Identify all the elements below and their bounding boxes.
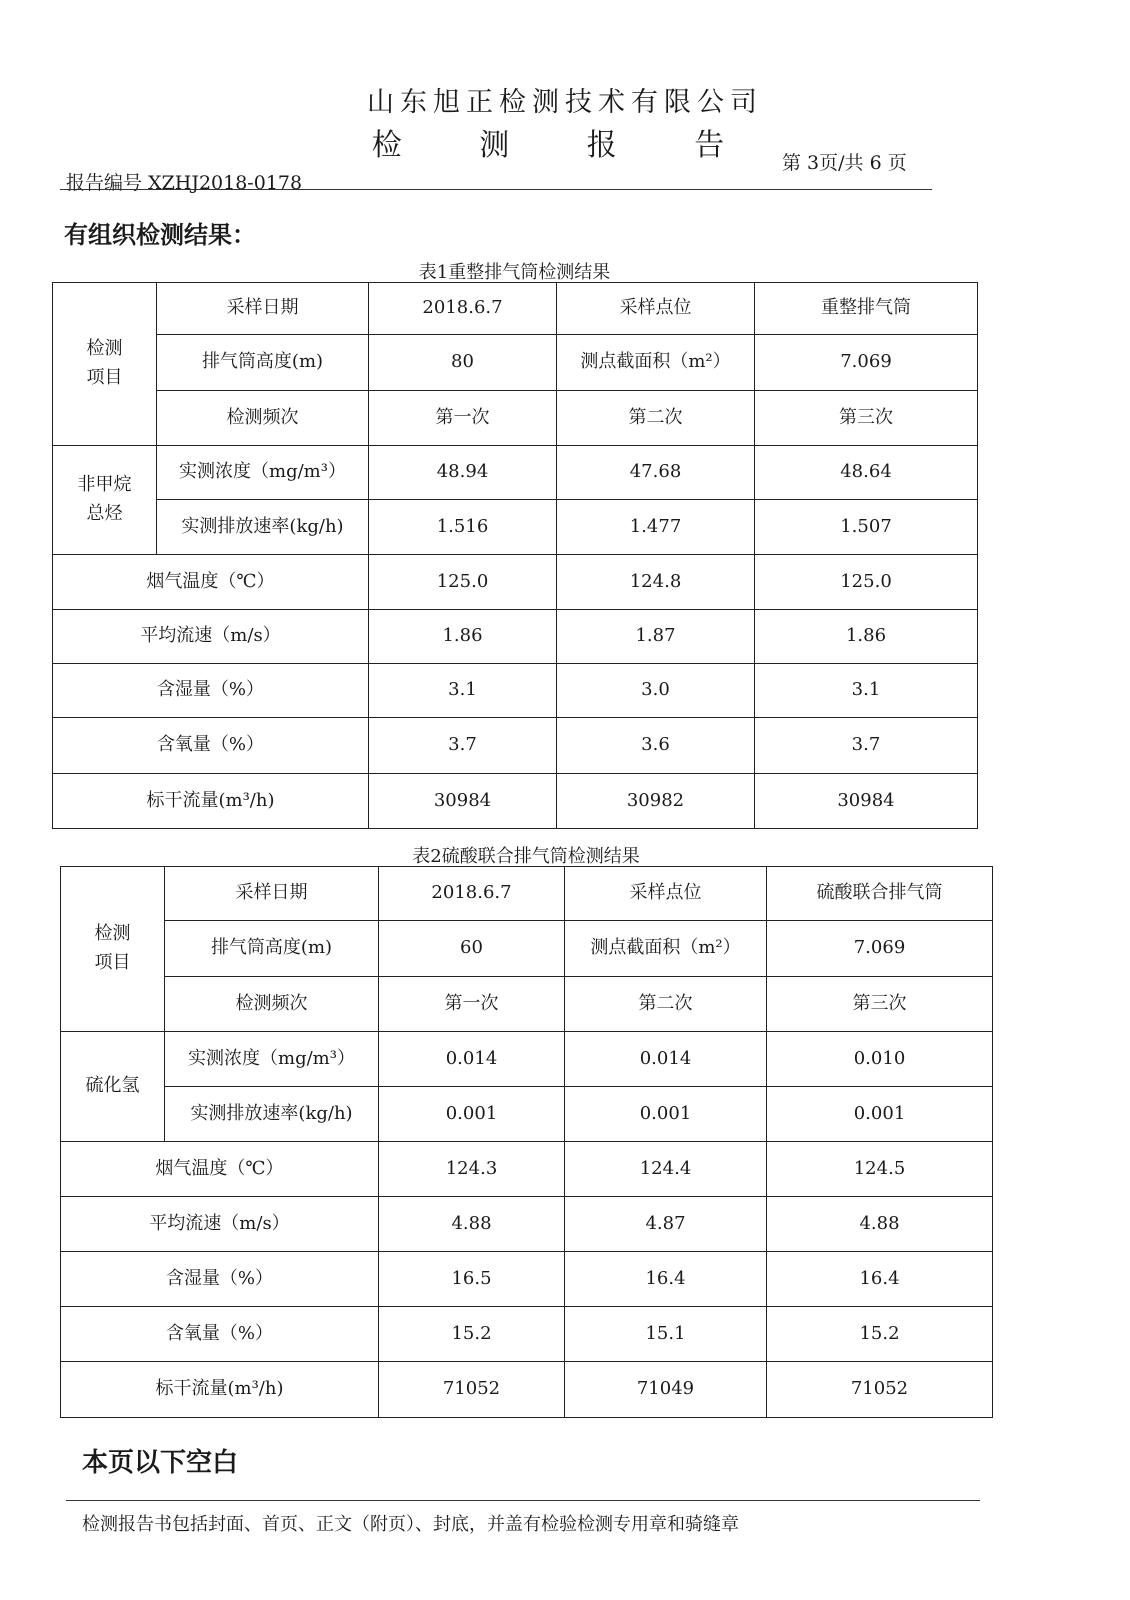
emission-rate-value: 0.001 <box>767 1087 993 1142</box>
param-label: 含湿量（%） <box>53 664 369 718</box>
param-value: 3.1 <box>755 664 978 718</box>
param-value: 16.5 <box>379 1252 565 1307</box>
sampling-date-label: 采样日期 <box>157 283 369 335</box>
concentration-value: 0.010 <box>767 1032 993 1087</box>
run-3: 第三次 <box>755 391 978 446</box>
stack-height-value: 60 <box>379 921 565 977</box>
company-name: 山东旭正检测技术有限公司 <box>367 87 763 118</box>
param-label: 烟气温度（℃） <box>53 555 369 610</box>
sampling-point-value: 重整排气筒 <box>755 283 978 335</box>
emission-rate-value: 1.516 <box>369 500 557 555</box>
param-label: 含氧量（%） <box>61 1307 379 1362</box>
param-label: 平均流速（m/s） <box>53 610 369 664</box>
table-row <box>53 283 978 335</box>
pollutant-name: 硫化氢 <box>61 1032 165 1142</box>
section-area-value: 7.069 <box>767 921 993 977</box>
table-row <box>61 1197 993 1252</box>
table-row <box>53 446 978 500</box>
param-label: 平均流速（m/s） <box>61 1197 379 1252</box>
table-row <box>53 718 978 774</box>
param-value: 124.3 <box>379 1142 565 1197</box>
frequency-label: 检测频次 <box>165 977 379 1032</box>
param-value: 1.86 <box>755 610 978 664</box>
run-3: 第三次 <box>767 977 993 1032</box>
param-value: 71052 <box>767 1362 993 1418</box>
footer-divider <box>66 1500 980 1501</box>
param-value: 30984 <box>369 774 557 829</box>
emission-rate-value: 1.507 <box>755 500 978 555</box>
frequency-label: 检测频次 <box>157 391 369 446</box>
param-value: 124.4 <box>565 1142 767 1197</box>
run-2: 第二次 <box>565 977 767 1032</box>
run-2: 第二次 <box>557 391 755 446</box>
sampling-date-label: 采样日期 <box>165 867 379 921</box>
table-row <box>61 1032 993 1087</box>
param-value: 15.1 <box>565 1307 767 1362</box>
param-value: 30982 <box>557 774 755 829</box>
sampling-point-label: 采样点位 <box>557 283 755 335</box>
param-value: 1.87 <box>557 610 755 664</box>
emission-rate-value: 0.001 <box>565 1087 767 1142</box>
table2-caption: 表2硫酸联合排气筒检测结果 <box>412 846 640 867</box>
table-row <box>61 921 993 977</box>
sampling-point-value: 硫酸联合排气筒 <box>767 867 993 921</box>
param-value: 16.4 <box>767 1252 993 1307</box>
param-value: 3.7 <box>755 718 978 774</box>
stack-height-value: 80 <box>369 335 557 391</box>
param-label: 标干流量(m³/h) <box>53 774 369 829</box>
concentration-value: 0.014 <box>379 1032 565 1087</box>
param-label: 烟气温度（℃） <box>61 1142 379 1197</box>
section-area-value: 7.069 <box>755 335 978 391</box>
sampling-point-label: 采样点位 <box>565 867 767 921</box>
blank-below-notice: 本页以下空白 <box>82 1448 239 1478</box>
table1-results <box>52 282 978 829</box>
param-value: 15.2 <box>767 1307 993 1362</box>
table-row <box>53 610 978 664</box>
param-value: 3.0 <box>557 664 755 718</box>
param-label: 标干流量(m³/h) <box>61 1362 379 1418</box>
section-area-label: 测点截面积（m²） <box>557 335 755 391</box>
table-row <box>53 335 978 391</box>
param-value: 16.4 <box>565 1252 767 1307</box>
concentration-label: 实测浓度（mg/m³） <box>165 1032 379 1087</box>
param-value: 3.6 <box>557 718 755 774</box>
table-row <box>61 1362 993 1418</box>
param-value: 1.86 <box>369 610 557 664</box>
run-1: 第一次 <box>369 391 557 446</box>
group-inspection-items: 检测 项目 <box>61 867 165 1032</box>
param-value: 124.5 <box>767 1142 993 1197</box>
param-value: 125.0 <box>755 555 978 610</box>
run-1: 第一次 <box>379 977 565 1032</box>
concentration-value: 48.64 <box>755 446 978 500</box>
report-number: 报告编号 XZHJ2018-0178 <box>66 172 303 194</box>
stack-height-label: 排气筒高度(m) <box>165 921 379 977</box>
table-row <box>61 1252 993 1307</box>
table-row <box>53 664 978 718</box>
param-value: 4.87 <box>565 1197 767 1252</box>
param-value: 125.0 <box>369 555 557 610</box>
pollutant-name: 非甲烷 总烃 <box>53 446 157 555</box>
concentration-label: 实测浓度（mg/m³） <box>157 446 369 500</box>
param-value: 71049 <box>565 1362 767 1418</box>
table-row <box>53 391 978 446</box>
section-title: 有组织检测结果： <box>64 220 256 249</box>
emission-rate-value: 1.477 <box>557 500 755 555</box>
table-row <box>53 500 978 555</box>
table1-caption: 表1重整排气筒检测结果 <box>418 262 611 283</box>
param-value: 4.88 <box>767 1197 993 1252</box>
concentration-value: 48.94 <box>369 446 557 500</box>
table-row <box>61 977 993 1032</box>
param-value: 71052 <box>379 1362 565 1418</box>
table-row <box>61 1087 993 1142</box>
emission-rate-label: 实测排放速率(kg/h) <box>157 500 369 555</box>
table-row <box>61 867 993 921</box>
param-value: 4.88 <box>379 1197 565 1252</box>
table-row <box>61 1307 993 1362</box>
group-inspection-items: 检测 项目 <box>53 283 157 446</box>
param-value: 3.1 <box>369 664 557 718</box>
param-value: 30984 <box>755 774 978 829</box>
sampling-date-value: 2018.6.7 <box>369 283 557 335</box>
sampling-date-value: 2018.6.7 <box>379 867 565 921</box>
table-row <box>61 1142 993 1197</box>
emission-rate-label: 实测排放速率(kg/h) <box>165 1087 379 1142</box>
concentration-value: 47.68 <box>557 446 755 500</box>
param-value: 3.7 <box>369 718 557 774</box>
concentration-value: 0.014 <box>565 1032 767 1087</box>
footer-note: 检测报告书包括封面、首页、正文（附页）、封底，并盖有检验检测专用章和骑缝章 <box>82 1514 739 1535</box>
table-row <box>53 774 978 829</box>
section-area-label: 测点截面积（m²） <box>565 921 767 977</box>
emission-rate-value: 0.001 <box>379 1087 565 1142</box>
table2-results <box>60 866 993 1418</box>
param-label: 含氧量（%） <box>53 718 369 774</box>
param-value: 15.2 <box>379 1307 565 1362</box>
param-value: 124.8 <box>557 555 755 610</box>
document-title: 检 测 报 告 <box>371 128 759 163</box>
stack-height-label: 排气筒高度(m) <box>157 335 369 391</box>
table-row <box>53 555 978 610</box>
page-indicator: 第 3页/共 6 页 <box>782 152 907 174</box>
header-divider <box>60 189 932 190</box>
param-label: 含湿量（%） <box>61 1252 379 1307</box>
